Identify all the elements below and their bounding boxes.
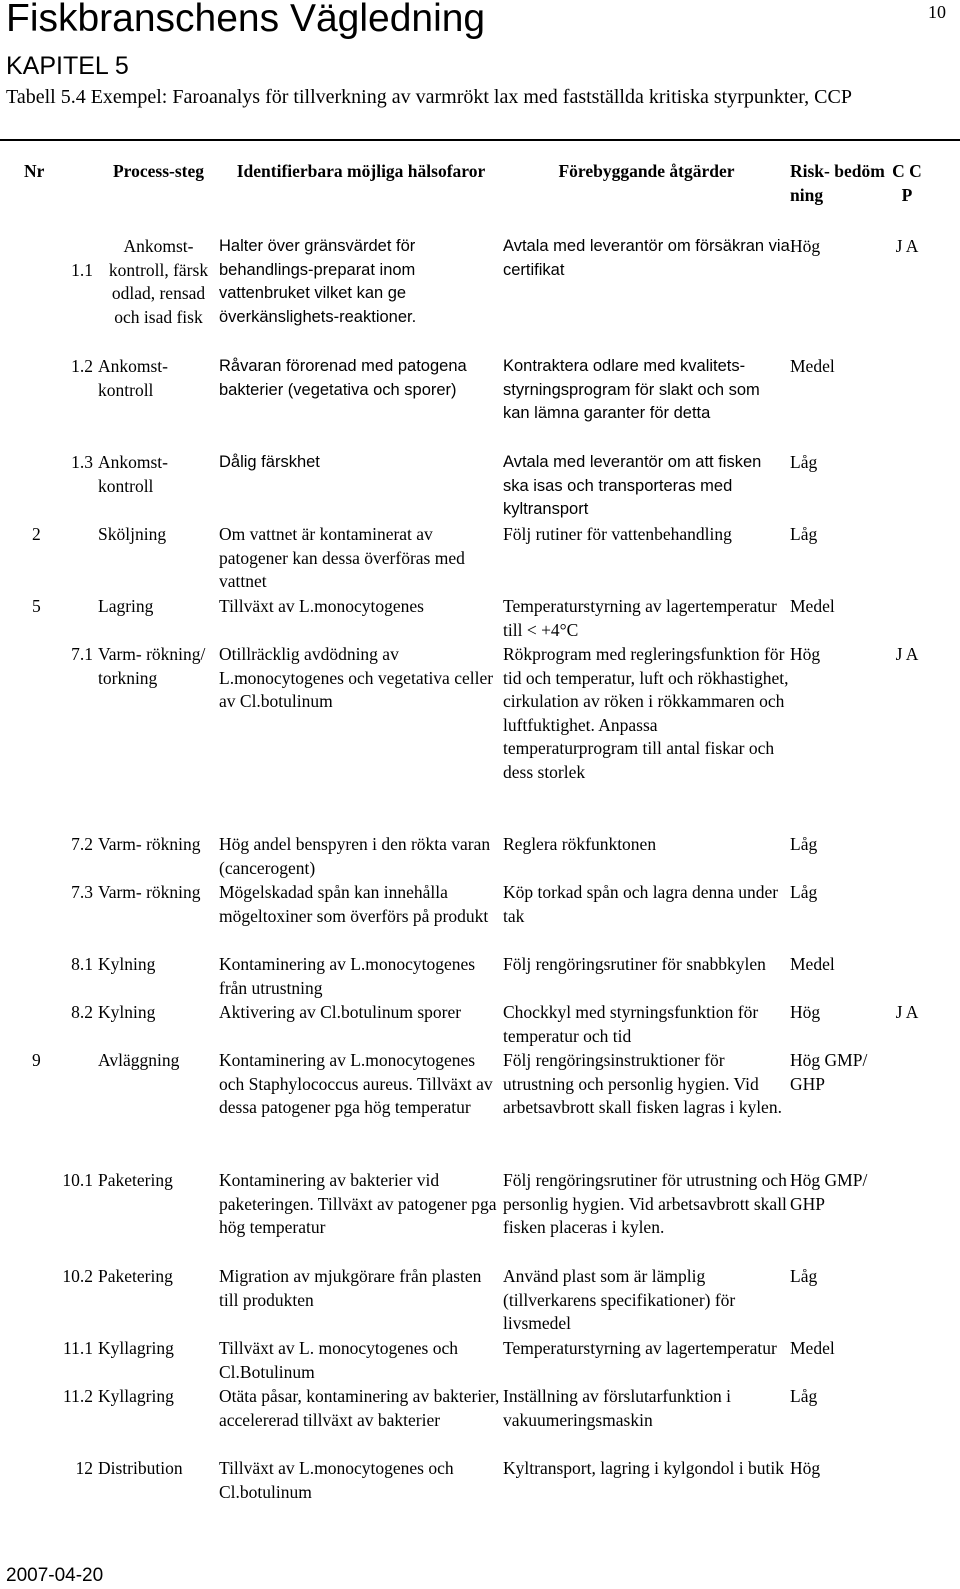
row-hazard: Hög andel benspyren i den rökta varan (cancerogent) xyxy=(219,834,491,878)
table-row xyxy=(18,1049,927,1169)
table-row xyxy=(18,235,927,355)
row-ccp xyxy=(887,355,927,451)
header-process-step: Process-steg xyxy=(112,161,205,181)
row-nr: 12 xyxy=(75,1458,93,1478)
row-ccp xyxy=(887,1385,927,1457)
row-step: Ankomst- kontroll xyxy=(98,356,168,400)
table-caption: Tabell 5.4 Exempel: Faroanalys för tillverkning av varmrökt lax med fastställda kritiska styrpunkter, CCP xyxy=(6,86,852,108)
row-nr: 7.3 xyxy=(71,882,93,902)
row-measures: Följ rengöringsrutiner för snabbkylen xyxy=(503,954,766,974)
row-measures: Följ rengöringsinstruktioner för utrustning och personlig hygien. Vid arbetsavbrott skall fisken lagras i kylen. xyxy=(503,1050,782,1118)
row-measures: Kontraktera odlare med kvalitets-styrningsprogram för slakt och som kan lämna garanter för detta xyxy=(503,357,760,423)
table-header-row xyxy=(18,160,927,235)
table-row xyxy=(18,523,927,595)
row-nr: 2 xyxy=(32,524,41,544)
row-risk: Medel xyxy=(790,1338,835,1358)
row-ccp: J A xyxy=(895,236,919,256)
row-risk: Låg xyxy=(790,834,818,854)
table-row xyxy=(18,881,927,953)
table-row xyxy=(18,833,927,881)
row-risk: Hög GMP/ GHP xyxy=(790,1050,868,1094)
row-measures: Chockkyl med styrningsfunktion för temperatur och tid xyxy=(503,1002,759,1046)
row-measures: Reglera rökfunktonen xyxy=(503,834,657,854)
row-measures: Köp torkad spån och lagra denna under tak xyxy=(503,882,779,926)
table-row xyxy=(18,1169,927,1265)
row-step: Kylning xyxy=(98,1002,156,1022)
row-measures: Avtala med leverantör om försäkran via certifikat xyxy=(503,237,790,279)
table-row xyxy=(18,1337,927,1385)
row-step: Sköljning xyxy=(98,524,167,544)
row-step: Paketering xyxy=(98,1266,173,1286)
row-step: Avläggning xyxy=(98,1050,180,1070)
row-step: Varm- rökning xyxy=(98,882,201,902)
table-row xyxy=(18,355,927,451)
row-hazard: Råvaran förorenad med patogena bakterier (vegetativa och sporer) xyxy=(219,357,467,399)
row-step: Varm- rökning/ torkning xyxy=(98,644,206,688)
row-ccp xyxy=(887,953,927,1001)
row-risk: Låg xyxy=(790,1386,818,1406)
row-hazard: Aktivering av Cl.botulinum sporer xyxy=(219,1002,462,1022)
row-risk: Låg xyxy=(790,524,818,544)
row-ccp xyxy=(887,1457,927,1505)
row-risk: Hög xyxy=(790,1002,821,1022)
table-row xyxy=(18,451,927,523)
row-ccp xyxy=(887,595,927,643)
row-nr: 9 xyxy=(32,1050,41,1070)
table-row xyxy=(18,1265,927,1337)
row-risk: Låg xyxy=(790,882,818,902)
row-nr: 7.1 xyxy=(71,644,93,664)
row-nr: 1.1 xyxy=(71,260,93,280)
row-risk: Låg xyxy=(790,1266,818,1286)
row-hazard: Dålig färskhet xyxy=(219,453,320,471)
row-ccp xyxy=(887,523,927,595)
footer-date: 2007-04-20 xyxy=(6,1565,104,1586)
row-ccp xyxy=(887,881,927,953)
row-risk: Hög GMP/ GHP xyxy=(790,1170,868,1214)
row-step: Lagring xyxy=(98,596,154,616)
row-measures: Följ rengöringsrutiner för utrustning och personlig hygien. Vid arbetsavbrott skall fisken placeras i kylen. xyxy=(503,1170,787,1238)
header-preventive-measures: Förebyggande åtgärder xyxy=(558,161,735,181)
row-measures: Använd plast som är lämplig (tillverkarens specifikationer) för livsmedel xyxy=(503,1266,736,1334)
hazard-analysis-table xyxy=(18,160,927,1505)
row-nr: 5 xyxy=(32,596,41,616)
row-risk: Hög xyxy=(790,236,821,256)
row-hazard: Tillväxt av L.monocytogenes xyxy=(219,596,424,616)
row-ccp xyxy=(887,1337,927,1385)
table-row xyxy=(18,595,927,643)
brand-title: Fiskbranschens Vägledning xyxy=(6,0,486,40)
row-hazard: Kontaminering av L.monocytogenes från utrustning xyxy=(219,954,476,998)
chapter-heading: KAPITEL 5 xyxy=(6,52,129,80)
row-nr: 7.2 xyxy=(71,834,93,854)
table-row xyxy=(18,643,927,833)
header-divider xyxy=(0,139,960,141)
row-risk: Medel xyxy=(790,954,835,974)
row-step: Kylning xyxy=(98,954,156,974)
row-ccp: J A xyxy=(895,644,919,664)
row-ccp xyxy=(887,833,927,881)
table-row xyxy=(18,1385,927,1457)
row-hazard: Kontaminering av L.monocytogenes och Staphylococcus aureus. Tillväxt av dessa patogener pga hög temperatur xyxy=(219,1050,493,1118)
row-risk: Medel xyxy=(790,356,835,376)
row-risk: Hög xyxy=(790,1458,821,1478)
row-step: Ankomst- kontroll, färsk odlad, rensad och isad fisk xyxy=(108,236,209,327)
row-ccp: J A xyxy=(895,1002,919,1022)
row-hazard: Migration av mjukgörare från plasten till produkten xyxy=(219,1266,482,1310)
row-risk: Hög xyxy=(790,644,821,664)
row-ccp xyxy=(887,451,927,523)
row-hazard: Tillväxt av L. monocytogenes och Cl.Botulinum xyxy=(219,1338,458,1382)
row-measures: Temperaturstyrning av lagertemperatur xyxy=(503,1338,777,1358)
row-step: Distribution xyxy=(98,1458,183,1478)
row-ccp xyxy=(887,1169,927,1265)
row-hazard: Halter över gränsvärdet för behandlings-preparat inom vattenbruket vilket kan ge överkänslighets-reaktioner. xyxy=(219,237,417,326)
row-ccp xyxy=(887,1049,927,1169)
table-row xyxy=(18,953,927,1001)
row-measures: Temperaturstyrning av lagertemperatur till < +4°C xyxy=(503,596,777,640)
row-hazard: Tillväxt av L.monocytogenes och Cl.botulinum xyxy=(219,1458,454,1502)
row-nr: 10.2 xyxy=(62,1266,93,1286)
row-hazard: Mögelskadad spån kan innehålla mögeltoxiner som överförs på produkt xyxy=(219,882,489,926)
page-number: 10 xyxy=(928,2,946,22)
row-ccp xyxy=(887,1265,927,1337)
row-hazard: Otäta påsar, kontaminering av bakterier, accelererad tillväxt av bakterier xyxy=(219,1386,500,1430)
row-measures: Kyltransport, lagring i kylgondol i butik xyxy=(503,1458,784,1478)
row-nr: 8.1 xyxy=(71,954,93,974)
header-hazards: Identifierbara möjliga hälsofaror xyxy=(236,161,486,181)
row-nr: 1.3 xyxy=(71,452,93,472)
header-risk-assessment: Risk- bedöm ning xyxy=(790,161,885,205)
row-step: Paketering xyxy=(98,1170,173,1190)
header-ccp: C C P xyxy=(892,161,922,205)
row-step: Kyllagring xyxy=(98,1386,174,1406)
row-hazard: Otillräcklig avdödning av L.monocytogenes och vegetativa celler av Cl.botulinum xyxy=(219,644,494,712)
row-step: Ankomst- kontroll xyxy=(98,452,168,496)
row-nr: 11.1 xyxy=(63,1338,93,1358)
row-hazard: Kontaminering av bakterier vid paketeringen. Tillväxt av patogener pga hög temperatur xyxy=(219,1170,497,1238)
row-measures: Inställning av förslutarfunktion i vakuumeringsmaskin xyxy=(503,1386,731,1430)
row-risk: Medel xyxy=(790,596,835,616)
row-risk: Låg xyxy=(790,452,818,472)
row-step: Kyllagring xyxy=(98,1338,174,1358)
table-row xyxy=(18,1457,927,1505)
row-nr: 8.2 xyxy=(71,1002,93,1022)
row-measures: Rökprogram med regleringsfunktion för tid och temperatur, luft och rökhastighet, cirkulation av röken i rökkammaren och luftfuktighet. Anpassa temperaturprogram till antal fiskar och dess storlek xyxy=(503,644,789,782)
row-measures: Avtala med leverantör om att fisken ska isas och transporteras med kyltransport xyxy=(503,453,762,519)
row-nr: 10.1 xyxy=(62,1170,93,1190)
row-nr: 1.2 xyxy=(71,356,93,376)
row-step: Varm- rökning xyxy=(98,834,201,854)
table-row xyxy=(18,1001,927,1049)
row-measures: Följ rutiner för vattenbehandling xyxy=(503,524,732,544)
row-nr: 11.2 xyxy=(63,1386,93,1406)
header-nr: Nr xyxy=(24,161,45,181)
row-hazard: Om vattnet är kontaminerat av patogener kan dessa överföras med vattnet xyxy=(219,524,465,592)
